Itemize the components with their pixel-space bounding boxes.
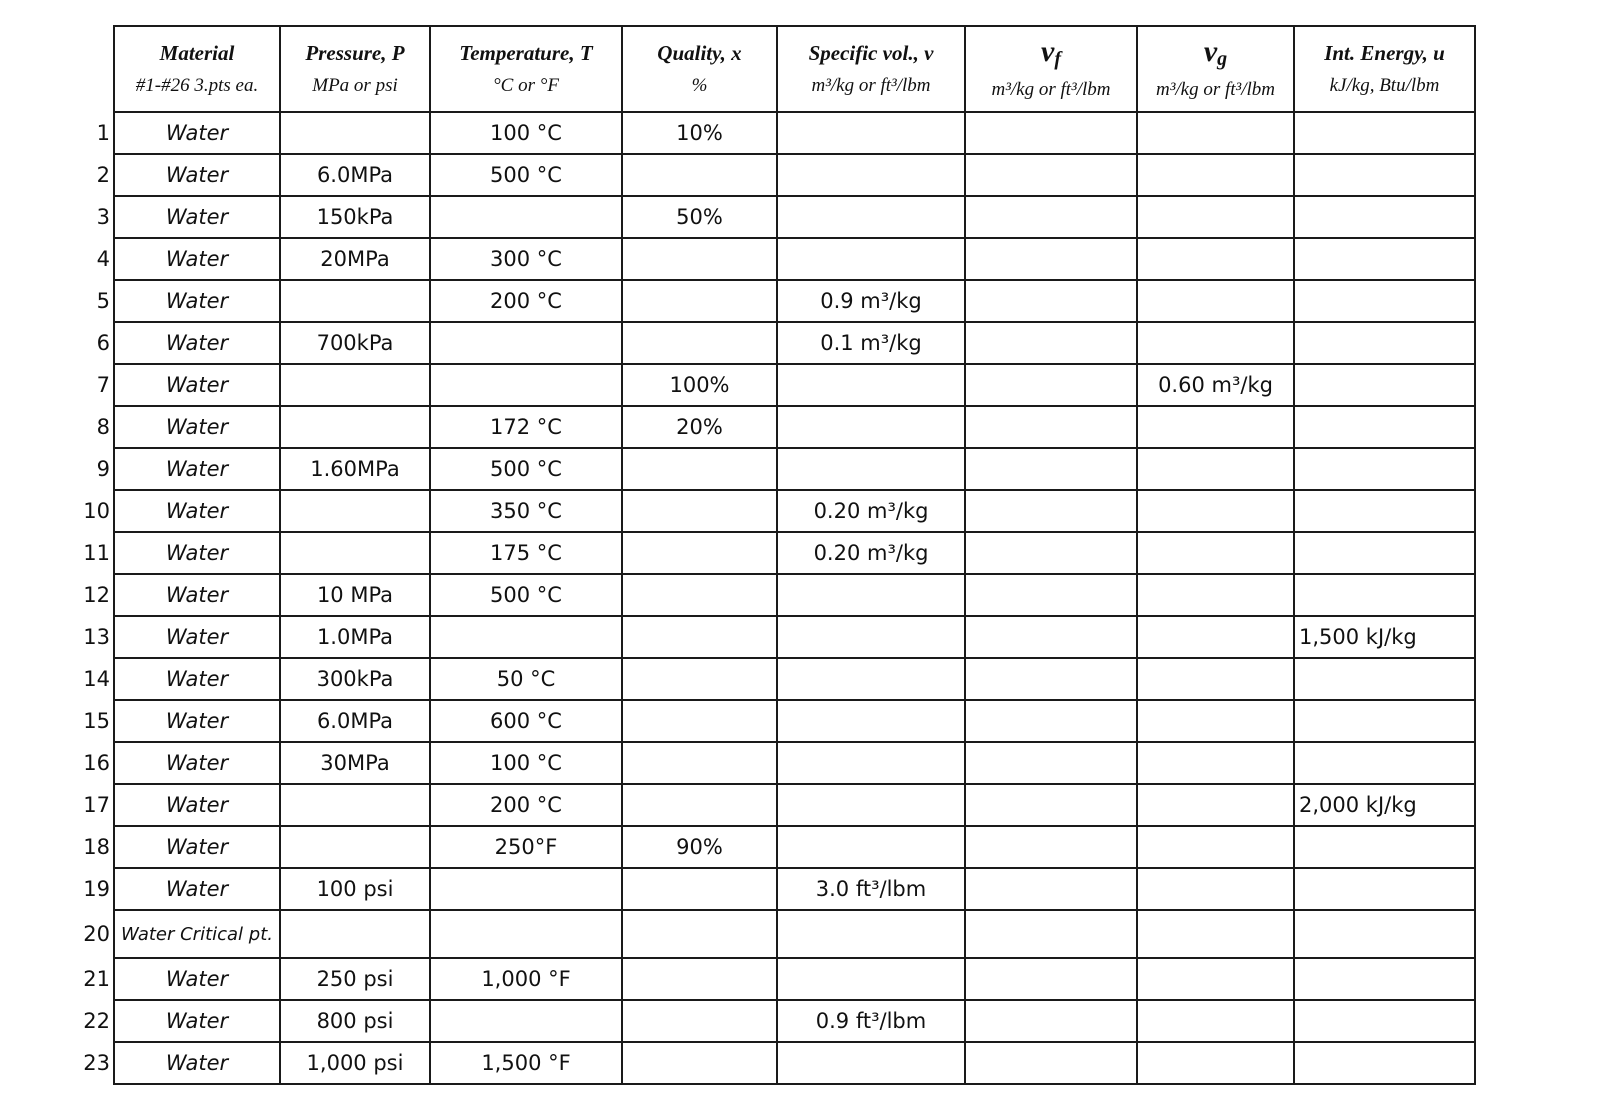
cell-quality: 20% <box>622 406 777 448</box>
cell-temperature: 100 °C <box>430 742 622 784</box>
header-material <box>114 26 280 112</box>
cell-vf <box>965 196 1137 238</box>
table-row <box>82 910 1475 958</box>
table-row <box>82 490 1475 532</box>
cell-temperature: 100 °C <box>430 112 622 154</box>
table-row <box>82 1042 1475 1084</box>
header-title-symbol <box>966 37 1136 69</box>
row-number: 23 <box>82 1042 114 1084</box>
cell-internal-energy <box>1294 658 1475 700</box>
header-units: #1-#26 3.pts ea. <box>135 75 259 97</box>
table-row <box>82 364 1475 406</box>
cell-vf <box>965 238 1137 280</box>
cell-specific-volume <box>777 826 965 868</box>
cell-material: Water <box>114 364 280 406</box>
cell-pressure: 800 psi <box>280 1000 430 1042</box>
header-title: Material <box>159 41 235 65</box>
cell-temperature <box>430 364 622 406</box>
header-title: v <box>1203 35 1218 69</box>
cell-pressure <box>280 826 430 868</box>
table-row <box>82 448 1475 490</box>
cell-pressure <box>280 406 430 448</box>
cell-temperature: 300 °C <box>430 238 622 280</box>
header-units: m³/kg or ft³/lbm <box>811 75 931 97</box>
table-row <box>82 112 1475 154</box>
cell-vf <box>965 910 1137 958</box>
cell-material: Water <box>114 1000 280 1042</box>
cell-quality <box>622 574 777 616</box>
table-body <box>82 112 1475 1084</box>
cell-vg <box>1137 868 1294 910</box>
cell-pressure <box>280 532 430 574</box>
row-number: 7 <box>82 364 114 406</box>
cell-pressure: 6.0MPa <box>280 700 430 742</box>
cell-material: Water <box>114 658 280 700</box>
cell-internal-energy <box>1294 532 1475 574</box>
table-row <box>82 574 1475 616</box>
cell-vg: 0.60 m³/kg <box>1137 364 1294 406</box>
table-row <box>82 616 1475 658</box>
cell-internal-energy <box>1294 868 1475 910</box>
cell-material: Water <box>114 322 280 364</box>
header-units: kJ/kg, Btu/lbm <box>1329 75 1440 97</box>
cell-specific-volume <box>777 1042 965 1084</box>
cell-material: Water <box>114 490 280 532</box>
cell-internal-energy <box>1294 958 1475 1000</box>
cell-pressure: 1.0MPa <box>280 616 430 658</box>
row-number: 4 <box>82 238 114 280</box>
row-number: 21 <box>82 958 114 1000</box>
cell-material: Water <box>114 112 280 154</box>
cell-specific-volume: 0.9 ft³/lbm <box>777 1000 965 1042</box>
cell-temperature: 1,000 °F <box>430 958 622 1000</box>
cell-temperature: 500 °C <box>430 154 622 196</box>
cell-pressure: 1.60MPa <box>280 448 430 490</box>
cell-temperature: 350 °C <box>430 490 622 532</box>
cell-material: Water <box>114 868 280 910</box>
cell-vg <box>1137 406 1294 448</box>
header-title: Int. Energy, u <box>1324 41 1445 65</box>
cell-material: Water <box>114 784 280 826</box>
cell-material: Water <box>114 280 280 322</box>
cell-internal-energy <box>1294 448 1475 490</box>
cell-specific-volume <box>777 406 965 448</box>
cell-vf <box>965 490 1137 532</box>
cell-quality <box>622 238 777 280</box>
cell-vg <box>1137 910 1294 958</box>
cell-material: Water <box>114 532 280 574</box>
cell-quality <box>622 1042 777 1084</box>
cell-temperature <box>430 322 622 364</box>
cell-quality: 100% <box>622 364 777 406</box>
cell-material: Water <box>114 742 280 784</box>
table-row <box>82 868 1475 910</box>
cell-quality <box>622 742 777 784</box>
table-row <box>82 406 1475 448</box>
row-number: 22 <box>82 1000 114 1042</box>
cell-vf <box>965 700 1137 742</box>
cell-quality <box>622 154 777 196</box>
cell-vf <box>965 1042 1137 1084</box>
cell-pressure: 100 psi <box>280 868 430 910</box>
cell-internal-energy: 2,000 kJ/kg <box>1294 784 1475 826</box>
table-row <box>82 1000 1475 1042</box>
cell-specific-volume <box>777 112 965 154</box>
table-row <box>82 700 1475 742</box>
cell-internal-energy <box>1294 1000 1475 1042</box>
cell-specific-volume: 3.0 ft³/lbm <box>777 868 965 910</box>
table-row <box>82 196 1475 238</box>
cell-material: Water <box>114 826 280 868</box>
cell-specific-volume <box>777 700 965 742</box>
cell-vg <box>1137 574 1294 616</box>
cell-specific-volume: 0.1 m³/kg <box>777 322 965 364</box>
cell-specific-volume <box>777 910 965 958</box>
cell-material: Water <box>114 616 280 658</box>
cell-specific-volume <box>777 364 965 406</box>
cell-temperature: 200 °C <box>430 280 622 322</box>
cell-pressure: 20MPa <box>280 238 430 280</box>
table-row <box>82 238 1475 280</box>
cell-quality <box>622 490 777 532</box>
cell-quality <box>622 448 777 490</box>
cell-vg <box>1137 742 1294 784</box>
header-title: Pressure, P <box>305 41 405 65</box>
row-number: 18 <box>82 826 114 868</box>
header-title: v <box>1041 35 1055 69</box>
row-number: 5 <box>82 280 114 322</box>
cell-vg <box>1137 532 1294 574</box>
cell-vf <box>965 448 1137 490</box>
table-row <box>82 322 1475 364</box>
cell-internal-energy <box>1294 154 1475 196</box>
cell-pressure: 6.0MPa <box>280 154 430 196</box>
cell-quality <box>622 958 777 1000</box>
cell-vg <box>1137 616 1294 658</box>
cell-temperature: 200 °C <box>430 784 622 826</box>
row-number: 9 <box>82 448 114 490</box>
cell-material: Water <box>114 406 280 448</box>
cell-temperature <box>430 868 622 910</box>
header-title: Temperature, T <box>459 41 593 65</box>
header-units: % <box>691 75 708 97</box>
cell-internal-energy <box>1294 238 1475 280</box>
cell-vg <box>1137 448 1294 490</box>
cell-pressure: 300kPa <box>280 658 430 700</box>
row-number: 6 <box>82 322 114 364</box>
cell-vg <box>1137 1000 1294 1042</box>
cell-vg <box>1137 1042 1294 1084</box>
header-vf <box>965 26 1137 112</box>
cell-specific-volume <box>777 616 965 658</box>
cell-internal-energy <box>1294 322 1475 364</box>
cell-internal-energy <box>1294 826 1475 868</box>
row-number: 10 <box>82 490 114 532</box>
header-specific-volume <box>777 26 965 112</box>
row-number: 20 <box>82 910 114 958</box>
cell-internal-energy: 1,500 kJ/kg <box>1294 616 1475 658</box>
cell-temperature: 500 °C <box>430 448 622 490</box>
table-row <box>82 532 1475 574</box>
cell-quality <box>622 280 777 322</box>
cell-material: Water <box>114 196 280 238</box>
row-number: 12 <box>82 574 114 616</box>
cell-vf <box>965 1000 1137 1042</box>
table-row <box>82 280 1475 322</box>
cell-specific-volume <box>777 958 965 1000</box>
cell-internal-energy <box>1294 280 1475 322</box>
cell-pressure: 10 MPa <box>280 574 430 616</box>
cell-material: Water <box>114 1042 280 1084</box>
table-row <box>82 958 1475 1000</box>
cell-specific-volume <box>777 196 965 238</box>
cell-vg <box>1137 322 1294 364</box>
cell-specific-volume <box>777 154 965 196</box>
cell-internal-energy <box>1294 574 1475 616</box>
table-row <box>82 154 1475 196</box>
cell-temperature: 50 °C <box>430 658 622 700</box>
header-pressure <box>280 26 430 112</box>
cell-vg <box>1137 238 1294 280</box>
cell-internal-energy <box>1294 364 1475 406</box>
cell-vf <box>965 658 1137 700</box>
cell-quality <box>622 658 777 700</box>
cell-quality <box>622 868 777 910</box>
cell-vf <box>965 154 1137 196</box>
cell-material: Water <box>114 958 280 1000</box>
header-subscript: f <box>1054 48 1061 71</box>
cell-vf <box>965 868 1137 910</box>
cell-vg <box>1137 784 1294 826</box>
cell-quality: 50% <box>622 196 777 238</box>
cell-vf <box>965 406 1137 448</box>
cell-internal-energy <box>1294 742 1475 784</box>
table-row <box>82 658 1475 700</box>
row-number: 13 <box>82 616 114 658</box>
cell-vf <box>965 784 1137 826</box>
cell-vg <box>1137 196 1294 238</box>
cell-vf <box>965 574 1137 616</box>
header-subscript: g <box>1217 48 1228 71</box>
header-temperature <box>430 26 622 112</box>
header-title: Specific vol., v <box>808 41 934 65</box>
cell-vg <box>1137 490 1294 532</box>
cell-quality <box>622 532 777 574</box>
cell-internal-energy <box>1294 196 1475 238</box>
corner-cell <box>82 26 114 112</box>
property-table <box>82 25 1476 1085</box>
row-number: 14 <box>82 658 114 700</box>
cell-pressure: 700kPa <box>280 322 430 364</box>
cell-quality <box>622 322 777 364</box>
cell-pressure: 150kPa <box>280 196 430 238</box>
cell-material: Water <box>114 448 280 490</box>
cell-vg <box>1137 280 1294 322</box>
table-row <box>82 784 1475 826</box>
cell-specific-volume <box>777 742 965 784</box>
row-number: 16 <box>82 742 114 784</box>
cell-pressure <box>280 364 430 406</box>
cell-vg <box>1137 154 1294 196</box>
cell-specific-volume <box>777 448 965 490</box>
cell-temperature: 175 °C <box>430 532 622 574</box>
cell-pressure <box>280 910 430 958</box>
cell-internal-energy <box>1294 490 1475 532</box>
cell-pressure <box>280 784 430 826</box>
header-title: Quality, x <box>657 41 742 65</box>
cell-internal-energy <box>1294 700 1475 742</box>
cell-specific-volume: 0.20 m³/kg <box>777 532 965 574</box>
cell-quality <box>622 784 777 826</box>
cell-material: Water <box>114 574 280 616</box>
cell-internal-energy <box>1294 910 1475 958</box>
cell-vg <box>1137 112 1294 154</box>
cell-temperature: 600 °C <box>430 700 622 742</box>
cell-quality <box>622 616 777 658</box>
cell-internal-energy <box>1294 1042 1475 1084</box>
header-internal-energy <box>1294 26 1475 112</box>
row-number: 3 <box>82 196 114 238</box>
cell-temperature: 1,500 °F <box>430 1042 622 1084</box>
row-number: 15 <box>82 700 114 742</box>
cell-specific-volume <box>777 574 965 616</box>
cell-specific-volume <box>777 238 965 280</box>
header-units: m³/kg or ft³/lbm <box>1155 79 1276 101</box>
header-quality <box>622 26 777 112</box>
cell-vg <box>1137 958 1294 1000</box>
cell-pressure: 250 psi <box>280 958 430 1000</box>
cell-vf <box>965 616 1137 658</box>
header-units: m³/kg or ft³/lbm <box>991 79 1111 101</box>
cell-temperature: 250°F <box>430 826 622 868</box>
cell-quality <box>622 700 777 742</box>
cell-material: Water Critical pt. <box>114 910 280 958</box>
cell-material: Water <box>114 154 280 196</box>
cell-internal-energy <box>1294 112 1475 154</box>
cell-vf <box>965 280 1137 322</box>
cell-quality: 90% <box>622 826 777 868</box>
header-units: °C or °F <box>493 75 559 97</box>
cell-specific-volume: 0.20 m³/kg <box>777 490 965 532</box>
table-row <box>82 742 1475 784</box>
cell-temperature <box>430 1000 622 1042</box>
cell-temperature: 500 °C <box>430 574 622 616</box>
cell-vf <box>965 958 1137 1000</box>
cell-material: Water <box>114 238 280 280</box>
cell-pressure <box>280 112 430 154</box>
header-title-symbol <box>1138 37 1293 69</box>
cell-quality: 10% <box>622 112 777 154</box>
row-number: 1 <box>82 112 114 154</box>
cell-pressure: 1,000 psi <box>280 1042 430 1084</box>
cell-vg <box>1137 826 1294 868</box>
header-row <box>82 26 1475 112</box>
cell-vf <box>965 532 1137 574</box>
cell-temperature <box>430 910 622 958</box>
cell-vg <box>1137 658 1294 700</box>
row-number: 11 <box>82 532 114 574</box>
cell-specific-volume <box>777 784 965 826</box>
cell-temperature: 172 °C <box>430 406 622 448</box>
cell-pressure <box>280 280 430 322</box>
cell-vf <box>965 322 1137 364</box>
header-units: MPa or psi <box>312 75 398 97</box>
cell-vf <box>965 826 1137 868</box>
cell-temperature <box>430 196 622 238</box>
table-row <box>82 826 1475 868</box>
header-vg <box>1137 26 1294 112</box>
cell-vf <box>965 742 1137 784</box>
cell-specific-volume: 0.9 m³/kg <box>777 280 965 322</box>
cell-pressure: 30MPa <box>280 742 430 784</box>
row-number: 8 <box>82 406 114 448</box>
cell-temperature <box>430 616 622 658</box>
cell-quality <box>622 1000 777 1042</box>
row-number: 2 <box>82 154 114 196</box>
cell-material: Water <box>114 700 280 742</box>
cell-specific-volume <box>777 658 965 700</box>
cell-internal-energy <box>1294 406 1475 448</box>
cell-pressure <box>280 490 430 532</box>
cell-vf <box>965 364 1137 406</box>
cell-quality <box>622 910 777 958</box>
row-number: 17 <box>82 784 114 826</box>
cell-vf <box>965 112 1137 154</box>
row-number: 19 <box>82 868 114 910</box>
cell-vg <box>1137 700 1294 742</box>
